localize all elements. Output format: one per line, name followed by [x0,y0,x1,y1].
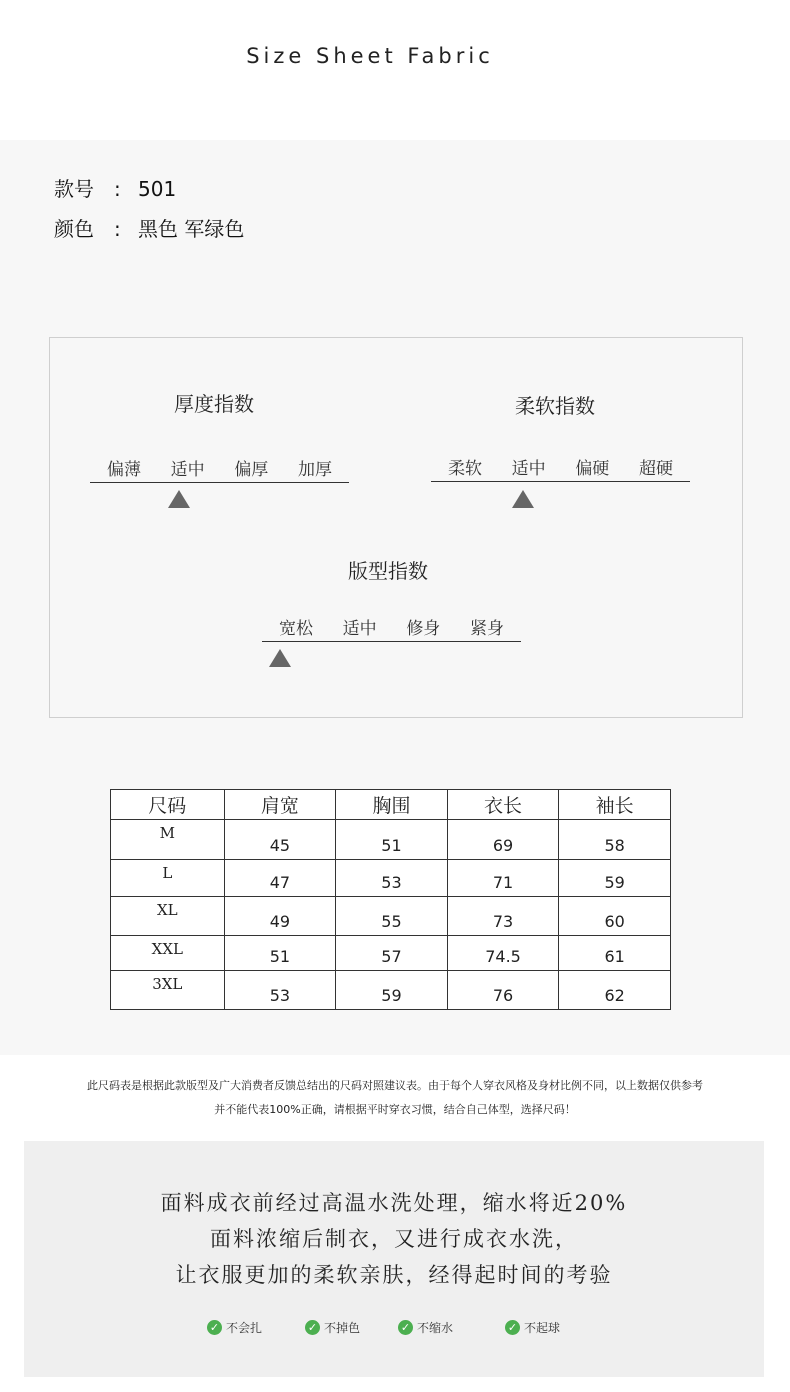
thickness-scale [90,455,349,483]
feature-list [24,1319,764,1343]
color-key: 颜色 [54,217,94,241]
feature-label: 不缩水 [417,1321,454,1335]
sleeve-cell: 58 [559,820,671,860]
fit-level: 修身 [406,619,441,639]
length-cell: 74.5 [447,936,559,971]
softness-level: 适中 [511,459,546,479]
style-number-value: 501 [138,177,177,201]
wash-text-line: 面料成衣前经过高温水洗处理，缩水将近20% [160,1191,628,1215]
size-table-header: 肩宽 [224,790,336,820]
softness-level: 柔软 [448,459,482,479]
sleeve-cell: 60 [559,897,671,936]
chest-cell: 55 [336,897,448,936]
feature-item [505,1319,560,1336]
sleeve-cell: 61 [559,936,671,971]
softness-marker-icon [512,490,534,508]
check-icon: ✓ [207,1320,222,1335]
table-row [111,936,671,971]
wash-text-line: 面料浓缩后制衣，又进行成衣水洗， [210,1227,578,1251]
check-icon: ✓ [305,1320,320,1335]
check-icon: ✓ [505,1320,520,1335]
thickness-level: 适中 [170,460,205,480]
table-row [111,820,671,860]
table-row [111,860,671,897]
chest-cell: 53 [336,860,448,897]
wash-text-line: 让衣服更加的柔软亲肤，经得起时间的考验 [175,1263,613,1287]
size-note-line: 此尺码表是根据此款版型及广大消费者反馈总结出的尺码对照建议表。由于每个人穿衣风格及身材比例不同，以上数据仅供参考 [87,1079,703,1092]
softness-level: 超硬 [638,459,673,479]
fit-marker-icon [269,649,291,667]
fabric-index-panel [49,337,743,718]
wash-info-box [24,1141,764,1377]
color-row [54,213,244,242]
style-number-key: 款号 [54,177,94,201]
size-table-header: 尺码 [111,790,225,820]
feature-item [207,1319,262,1336]
fit-scale [262,614,521,642]
length-cell: 76 [447,971,559,1010]
feature-label: 不会扎 [226,1321,263,1335]
size-table-header: 胸围 [336,790,448,820]
length-cell: 73 [447,897,559,936]
thickness-level: 加厚 [297,460,332,480]
color-separator: : [114,217,121,241]
fit-level: 宽松 [279,619,313,639]
size-table-header: 衣长 [447,790,559,820]
fit-level: 紧身 [469,619,504,639]
feature-item [305,1319,360,1336]
shoulder-cell: 53 [224,971,336,1010]
thickness-level: 偏薄 [107,460,141,480]
style-number-separator: : [114,177,121,201]
feature-item [398,1319,453,1336]
table-row [111,897,671,936]
check-icon: ✓ [398,1320,413,1335]
size-note-line: 并不能代表100%正确，请根据平时穿衣习惯，结合自己体型，选择尺码！ [214,1103,576,1116]
thickness-marker-icon [168,490,190,508]
size-table [110,789,671,1010]
softness-index-title: 柔软指数 [515,394,595,418]
feature-label: 不掉色 [324,1321,361,1335]
feature-label: 不起球 [524,1321,561,1335]
size-table-header-row [111,790,671,820]
style-number-row [54,173,176,202]
fit-index-title: 版型指数 [348,559,428,583]
chest-cell: 51 [336,820,448,860]
size-cell: 3XL [111,971,225,1010]
size-table-header: 袖长 [559,790,671,820]
softness-level: 偏硬 [575,459,610,479]
sleeve-cell: 62 [559,971,671,1010]
shoulder-cell: 45 [224,820,336,860]
page-title: Size Sheet Fabric [246,44,494,68]
fit-level: 适中 [342,619,377,639]
size-cell: XL [111,897,225,936]
size-cell: XXL [111,936,225,971]
thickness-index-title: 厚度指数 [174,392,254,416]
size-cell: M [111,820,225,860]
chest-cell: 59 [336,971,448,1010]
sleeve-cell: 59 [559,860,671,897]
thickness-level: 偏厚 [234,460,269,480]
softness-scale [431,454,690,482]
shoulder-cell: 47 [224,860,336,897]
length-cell: 69 [447,820,559,860]
shoulder-cell: 49 [224,897,336,936]
length-cell: 71 [447,860,559,897]
color-value: 黑色 军绿色 [138,217,245,241]
shoulder-cell: 51 [224,936,336,971]
size-cell: L [111,860,225,897]
table-row [111,971,671,1010]
chest-cell: 57 [336,936,448,971]
